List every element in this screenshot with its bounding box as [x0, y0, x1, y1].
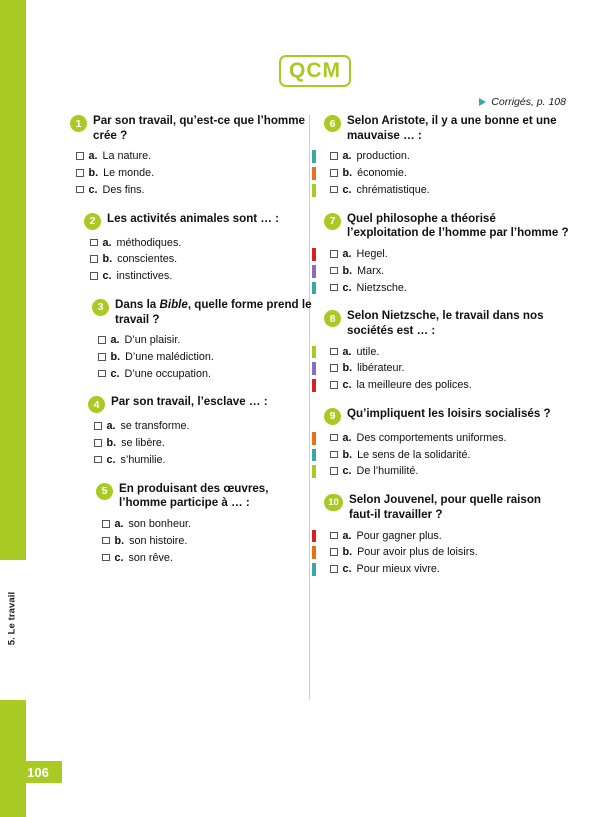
answer-letter: c.: [88, 183, 98, 196]
answer-text: Pour gagner plus.: [356, 529, 442, 542]
answer-color-bar: [312, 379, 316, 392]
answer-text: utile.: [356, 345, 380, 358]
answer-letter: c.: [102, 270, 112, 283]
corriges-label: Corrigés, p. 108: [491, 96, 566, 108]
checkbox-icon[interactable]: [102, 537, 110, 545]
answer-letter: a.: [342, 150, 352, 163]
answer-option[interactable]: [324, 246, 569, 263]
question-block: [70, 395, 315, 468]
question-text: Les activités animales sont … :: [107, 211, 280, 225]
checkbox-icon[interactable]: [330, 381, 338, 389]
answer-option[interactable]: [324, 561, 569, 578]
answer-letter: b.: [102, 253, 113, 266]
answer-letter: b.: [342, 362, 353, 375]
answer-option[interactable]: [324, 165, 569, 182]
answer-text: la meilleure des polices.: [356, 379, 472, 392]
question-block: [70, 114, 315, 199]
answer-letter: b.: [342, 264, 353, 277]
checkbox-icon[interactable]: [90, 255, 98, 263]
answer-letter: c.: [342, 465, 352, 478]
answer-letter: b.: [342, 448, 353, 461]
answer-option[interactable]: [70, 182, 315, 199]
checkbox-icon[interactable]: [76, 169, 84, 177]
page-title: QCM: [279, 55, 351, 87]
question-header: [324, 212, 569, 241]
checkbox-icon[interactable]: [330, 186, 338, 194]
answer-text: méthodiques.: [116, 236, 182, 249]
question-header: [84, 212, 315, 230]
checkbox-icon[interactable]: [330, 250, 338, 258]
checkbox-icon[interactable]: [330, 532, 338, 540]
question-number-badge: 7: [324, 213, 341, 230]
answer-option[interactable]: [88, 452, 315, 469]
question-number-badge: 4: [88, 396, 105, 413]
checkbox-icon[interactable]: [330, 152, 338, 160]
answer-option[interactable]: [92, 332, 315, 349]
checkbox-icon[interactable]: [98, 336, 106, 344]
answer-option[interactable]: [324, 182, 569, 199]
question-block: [70, 482, 315, 567]
checkbox-icon[interactable]: [330, 364, 338, 372]
answer-color-bar: [312, 449, 316, 462]
answer-list: [324, 430, 569, 480]
answer-letter: c.: [106, 453, 116, 466]
answer-text: libérateur.: [357, 362, 405, 375]
question-header: [324, 407, 569, 425]
answer-letter: a.: [342, 248, 352, 261]
checkbox-icon[interactable]: [76, 152, 84, 160]
answer-text: chrématistique.: [356, 183, 430, 196]
answer-text: Des comportements uniformes.: [356, 431, 507, 444]
chapter-label: 5. Le travail: [6, 591, 18, 646]
question-number-badge: 3: [92, 299, 109, 316]
answer-letter: b.: [114, 534, 125, 547]
answer-color-bar: [312, 546, 316, 559]
question-text: Par son travail, l’esclave … :: [111, 395, 268, 409]
checkbox-icon[interactable]: [330, 548, 338, 556]
answer-color-bar: [312, 563, 316, 576]
checkbox-icon[interactable]: [76, 186, 84, 194]
answer-text: instinctives.: [116, 270, 173, 283]
answer-color-bar: [312, 346, 316, 359]
answer-list: [324, 148, 569, 198]
answer-text: son histoire.: [129, 534, 188, 547]
question-block: [324, 493, 569, 578]
answer-text: économie.: [357, 167, 407, 180]
checkbox-icon[interactable]: [330, 348, 338, 356]
questions-column-right: [324, 114, 569, 591]
answer-text: D’un plaisir.: [124, 334, 181, 347]
answer-letter: a.: [114, 518, 124, 531]
question-text: Dans la Bible, quelle forme prend le travail ?: [115, 297, 312, 326]
answer-option[interactable]: [84, 251, 315, 268]
answer-color-bar: [312, 167, 316, 180]
answer-letter: b.: [110, 351, 121, 364]
answer-option[interactable]: [84, 268, 315, 285]
checkbox-icon[interactable]: [330, 284, 338, 292]
answer-letter: a.: [342, 529, 352, 542]
checkbox-icon[interactable]: [94, 422, 102, 430]
answer-list: [324, 528, 569, 578]
answer-letter: b.: [342, 167, 353, 180]
checkbox-icon[interactable]: [330, 169, 338, 177]
answer-color-bar: [312, 432, 316, 445]
answer-letter: c.: [110, 367, 120, 380]
question-header: [96, 482, 315, 511]
answer-letter: a.: [102, 236, 112, 249]
questions-column-left: [70, 114, 315, 579]
answer-option[interactable]: [324, 447, 569, 464]
answer-letter: c.: [342, 183, 352, 196]
answer-color-bar: [312, 150, 316, 163]
question-header: [324, 114, 569, 143]
answer-text: De l’humilité.: [356, 465, 419, 478]
answer-option[interactable]: [324, 544, 569, 561]
answer-color-bar: [312, 465, 316, 478]
answer-letter: c.: [342, 281, 352, 294]
checkbox-icon[interactable]: [102, 554, 110, 562]
question-text: Quel philosophe a théorisé l’exploitation de l’homme par l’homme ?: [347, 211, 569, 240]
question-block: [324, 212, 569, 297]
question-text: Qu’impliquent les loisirs socialisés ?: [347, 406, 551, 420]
answer-letter: a.: [342, 431, 352, 444]
answer-letter: c.: [342, 563, 352, 576]
answer-list: [70, 148, 315, 198]
answer-text: Nietzsche.: [356, 281, 407, 294]
answer-option[interactable]: [324, 360, 569, 377]
question-block: [70, 298, 315, 383]
answer-option[interactable]: [96, 533, 315, 550]
checkbox-icon[interactable]: [330, 451, 338, 459]
question-text: Par son travail, qu’est-ce que l’homme crée ?: [93, 114, 305, 142]
answer-text: Pour mieux vivre.: [356, 563, 440, 576]
checkbox-icon[interactable]: [98, 353, 106, 361]
checkbox-icon[interactable]: [94, 456, 102, 464]
answer-option[interactable]: [324, 463, 569, 480]
answer-color-bar: [312, 265, 316, 278]
answer-color-bar: [312, 362, 316, 375]
answer-option[interactable]: [324, 263, 569, 280]
question-block: [70, 212, 315, 285]
checkbox-icon[interactable]: [90, 272, 98, 280]
checkbox-icon[interactable]: [330, 467, 338, 475]
answer-option[interactable]: [84, 235, 315, 252]
question-header: [92, 298, 315, 327]
answer-option[interactable]: [96, 516, 315, 533]
answer-text: se transforme.: [120, 420, 190, 433]
answer-option[interactable]: [324, 344, 569, 361]
question-text: En produisant des œuvres, l’homme participe à … :: [119, 481, 269, 510]
question-header: [70, 114, 315, 143]
answer-text: Des fins.: [102, 183, 145, 196]
checkbox-icon[interactable]: [330, 434, 338, 442]
answer-letter: b.: [88, 167, 99, 180]
answer-text: Hegel.: [356, 248, 388, 261]
question-text: Selon Aristote, il y a une bonne et une mauvaise … :: [347, 114, 557, 142]
question-number-badge: 6: [324, 115, 341, 132]
answer-text: Pour avoir plus de loisirs.: [357, 546, 478, 559]
answer-color-bar: [312, 248, 316, 261]
checkbox-icon[interactable]: [94, 439, 102, 447]
answer-list: [84, 235, 315, 285]
answer-letter: c.: [114, 551, 124, 564]
answer-option[interactable]: [70, 165, 315, 182]
answer-letter: a.: [106, 420, 116, 433]
answer-letter: a.: [110, 334, 120, 347]
answer-letter: b.: [106, 437, 117, 450]
question-block: [324, 114, 569, 199]
answer-list: [324, 246, 569, 296]
checkbox-icon[interactable]: [330, 267, 338, 275]
answer-color-bar: [312, 184, 316, 197]
answer-text: D’une occupation.: [124, 367, 211, 380]
answer-text: La nature.: [102, 150, 152, 163]
question-number-badge: 9: [324, 408, 341, 425]
page-number: 106: [14, 761, 62, 783]
answer-option[interactable]: [88, 435, 315, 452]
answer-text: Le monde.: [103, 167, 155, 180]
answer-text: se libère.: [121, 437, 165, 450]
question-header: [324, 493, 569, 522]
question-text: Selon Nietzsche, le travail dans nos sociétés est … :: [347, 309, 544, 337]
answer-list: [92, 332, 315, 382]
answer-text: Le sens de la solidarité.: [357, 448, 471, 461]
answer-text: son rêve.: [128, 551, 173, 564]
answer-text: son bonheur.: [128, 518, 191, 531]
question-number-badge: 5: [96, 483, 113, 500]
answer-option[interactable]: [70, 148, 315, 165]
answer-option[interactable]: [324, 430, 569, 447]
answer-option[interactable]: [324, 280, 569, 297]
answer-text: s’humilie.: [120, 453, 166, 466]
answer-option[interactable]: [96, 550, 315, 567]
answer-color-bar: [312, 530, 316, 543]
question-header: [88, 395, 315, 413]
answer-letter: a.: [88, 150, 98, 163]
question-header: [324, 309, 569, 338]
answer-letter: a.: [342, 345, 352, 358]
answer-option[interactable]: [92, 349, 315, 366]
answer-option[interactable]: [88, 418, 315, 435]
answer-option[interactable]: [324, 148, 569, 165]
answer-option[interactable]: [92, 366, 315, 383]
answer-list: [324, 344, 569, 394]
answer-option[interactable]: [324, 528, 569, 545]
question-block: [324, 309, 569, 394]
question-number-badge: 1: [70, 115, 87, 132]
answer-letter: c.: [342, 379, 352, 392]
question-text: Selon Jouvenel, pour quelle raison faut-il travailler ?: [349, 493, 541, 521]
question-number-badge: 10: [324, 494, 343, 511]
answer-text: conscientes.: [117, 253, 178, 266]
answer-text: production.: [356, 150, 410, 163]
checkbox-icon[interactable]: [330, 565, 338, 573]
answer-list: [96, 516, 315, 566]
answer-color-bar: [312, 282, 316, 295]
answer-letter: b.: [342, 546, 353, 559]
checkbox-icon[interactable]: [102, 520, 110, 528]
answer-option[interactable]: [324, 377, 569, 394]
question-number-badge: 8: [324, 310, 341, 327]
answer-text: D’une malédiction.: [125, 351, 214, 364]
checkbox-icon[interactable]: [90, 239, 98, 247]
question-number-badge: 2: [84, 213, 101, 230]
answer-list: [88, 418, 315, 468]
question-block: [324, 407, 569, 480]
answer-text: Marx.: [357, 264, 385, 277]
checkbox-icon[interactable]: [98, 370, 106, 378]
